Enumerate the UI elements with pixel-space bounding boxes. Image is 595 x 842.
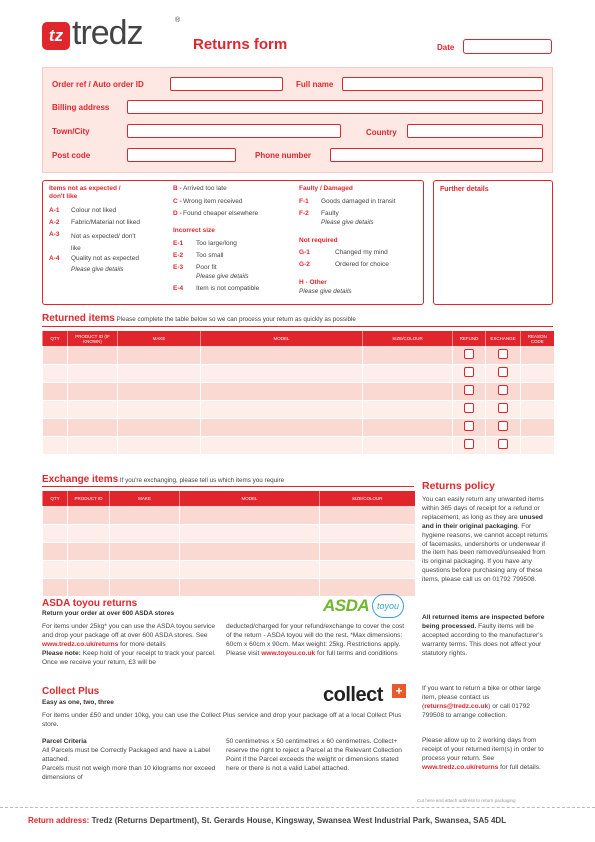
table-cell[interactable] [180, 542, 320, 560]
table-cell[interactable] [43, 578, 68, 596]
returned-items-title: Returned items [42, 313, 115, 324]
table-cell[interactable] [201, 400, 363, 418]
table-cell[interactable] [320, 578, 415, 596]
policy-bold-1: unused and in their original packaging [422, 513, 543, 530]
table-cell[interactable] [453, 364, 486, 382]
reason-a1: Colour not liked [71, 207, 117, 214]
table-cell[interactable] [68, 436, 118, 454]
incorrect-size-heading: Incorrect size [173, 227, 215, 234]
col-reason-code: REASON CODE [521, 331, 554, 346]
exchange-items-subtitle: If you're exchanging, please tell us which items you require [119, 477, 285, 484]
policy-text-5: ) or call 01792 799508 to arrange collection. [422, 702, 530, 719]
table-cell[interactable] [110, 578, 180, 596]
table-cell[interactable] [486, 418, 521, 436]
returns-policy-p1 [422, 496, 550, 585]
country-label: Country [366, 128, 397, 137]
table-cell[interactable] [320, 524, 415, 542]
full-name-field[interactable] [342, 77, 543, 91]
table-cell[interactable] [43, 560, 68, 578]
further-details-box[interactable] [433, 180, 553, 305]
reason-e4: Item is not compatible [196, 285, 260, 292]
table-cell[interactable] [118, 436, 201, 454]
phone-label: Phone number [255, 151, 312, 160]
code-e4: E-4 [173, 285, 184, 292]
criteria-2: Parcels must not weigh more than 10 kilograms nor exceed dimensions of [42, 764, 216, 781]
toyou-link[interactable]: www.toyou.co.uk [261, 649, 316, 657]
table-cell[interactable] [201, 382, 363, 400]
reason-e3: Poor fit [196, 264, 217, 271]
country-field[interactable] [407, 124, 543, 138]
table-cell[interactable] [486, 436, 521, 454]
code-g1: G-1 [299, 249, 310, 256]
table-cell[interactable] [521, 346, 554, 364]
policy-text-6: Please allow up to 2 working days from receipt of your returned item(s) in order to process your return. See [422, 737, 544, 762]
asda-text-2: for more details [118, 640, 166, 648]
collect-plus-logo: collect [323, 684, 383, 706]
table-row [43, 542, 415, 560]
table-cell[interactable] [68, 364, 118, 382]
table-cell[interactable] [68, 400, 118, 418]
table-cell[interactable] [201, 418, 363, 436]
table-cell[interactable] [363, 346, 453, 364]
date-field[interactable] [463, 39, 552, 54]
table-cell[interactable] [43, 524, 68, 542]
other-note: Please give details [299, 288, 352, 295]
table-cell[interactable] [521, 436, 554, 454]
table-cell[interactable] [201, 364, 363, 382]
code-f2: F-2 [299, 210, 309, 217]
table-cell[interactable] [363, 400, 453, 418]
table-cell[interactable] [201, 436, 363, 454]
toyou-logo: toyou [372, 594, 404, 618]
logo-registered: ® [175, 17, 181, 24]
cut-here-note: Cut here and attach address to return packaging [417, 798, 516, 803]
criteria-title: Parcel Criteria [42, 738, 87, 745]
asda-text-4: for full terms and conditions [315, 649, 398, 657]
table-cell[interactable] [68, 382, 118, 400]
returns-email-link[interactable]: returns@tredz.co.uk [424, 702, 489, 710]
table-cell[interactable] [180, 524, 320, 542]
table-cell[interactable] [43, 364, 68, 382]
phone-field[interactable] [330, 148, 543, 162]
logo-text: tredz [72, 14, 143, 52]
table-cell[interactable] [453, 418, 486, 436]
table-cell[interactable] [43, 346, 68, 364]
collect-criteria-col1 [42, 738, 222, 783]
reason-f2-note: Please give details [321, 219, 374, 226]
asda-note: Keep hold of your receipt to track your parcel. Once we receive your return, £3 will be [42, 649, 216, 666]
table-cell[interactable] [43, 542, 68, 560]
order-ref-label: Order ref / Auto order ID [52, 80, 144, 89]
billing-address-field[interactable] [127, 100, 543, 114]
table-cell[interactable] [453, 400, 486, 418]
town-field[interactable] [127, 124, 341, 138]
table-cell[interactable] [43, 382, 68, 400]
table-cell[interactable] [68, 524, 110, 542]
exchange-items-heading [42, 474, 284, 485]
code-c: C - [173, 198, 182, 205]
policy-text-1: You can easily return any unwanted items within 365 days of receipt for a refund or replacement, as long as they are [422, 496, 544, 521]
table-row [43, 400, 554, 418]
postcode-label: Post code [52, 151, 91, 160]
further-details-label: Further details [440, 186, 489, 193]
postcode-field[interactable] [127, 148, 236, 162]
col-size-colour: SIZE/COLOUR [363, 331, 453, 346]
table-cell[interactable] [486, 346, 521, 364]
exchange-items-title: Exchange items [42, 474, 119, 485]
date-label: Date [437, 43, 455, 52]
code-a4: A-4 [49, 255, 60, 262]
col-exchange: EXCHANGE [486, 331, 521, 346]
reason-c: Wrong item received [183, 198, 243, 205]
col-product-id: PRODUCT ID [68, 491, 110, 506]
exchange-checkbox[interactable] [498, 385, 508, 395]
collect-intro: For items under £50 and under 10kg, you can use the Collect Plus service and drop your package off at a local Collect Plus store. [42, 712, 402, 728]
policy-text-2: . For hygiene reasons, we cannot accept returns of facemasks, undershorts or underwear if the item has been removed/unsealed from its original packaging. If you have any questions before purchasing any of these items, please call us on 01792 799508. [422, 522, 548, 584]
asda-logo: ASDA [323, 596, 370, 615]
exchange-checkbox[interactable] [498, 367, 508, 377]
not-as-expected-heading: Items not as expected / don't like [49, 185, 121, 200]
returns-policy-p2 [422, 614, 550, 659]
collect-plus-title: Collect Plus [42, 686, 100, 697]
exchange-checkbox[interactable] [498, 403, 508, 413]
table-cell[interactable] [118, 418, 201, 436]
policy-bold-2: All returned items are inspected before being processed. [422, 614, 545, 630]
table-cell[interactable] [521, 364, 554, 382]
exchange-checkbox[interactable] [498, 349, 508, 359]
table-cell[interactable] [320, 542, 415, 560]
table-cell[interactable] [68, 560, 110, 578]
table-cell[interactable] [118, 364, 201, 382]
reason-a4-note: Please give details [71, 266, 124, 273]
reason-g1: Changed my mind [335, 249, 388, 256]
not-required-heading: Not required [299, 237, 338, 244]
asda-text-1: For items under 25kg* you can use the ASDA toyou service and drop your package off at over 600 ASDA stores. See [42, 623, 215, 639]
col-qty: QTY [43, 331, 68, 346]
reason-e1: Too large/long [196, 240, 237, 247]
code-d: D - [173, 210, 182, 217]
returned-items-heading [42, 313, 356, 324]
table-cell[interactable] [453, 436, 486, 454]
table-cell[interactable] [43, 436, 68, 454]
billing-address-label: Billing address [52, 103, 110, 112]
table-cell[interactable] [118, 382, 201, 400]
returns-page-link[interactable]: www.tredz.co.uk/returns [422, 763, 499, 771]
refund-checkbox[interactable] [464, 367, 474, 377]
refund-checkbox[interactable] [464, 421, 474, 431]
refund-checkbox[interactable] [464, 385, 474, 395]
returns-policy-p3 [422, 685, 550, 721]
code-e2: E-2 [173, 252, 184, 259]
exchange-checkbox[interactable] [498, 421, 508, 431]
code-e3: E-3 [173, 264, 184, 271]
table-row [43, 346, 554, 364]
table-cell[interactable] [180, 578, 320, 596]
collect-criteria-col2: 50 centimetres x 50 centimetres x 60 centimetres. Collect+ reserve the right to reject a Parcel at the Relevant Collection Point if the Parcel exceeds the weight or dimensions stated here or there is not a valid Label attached. [226, 738, 402, 772]
refund-checkbox[interactable] [464, 349, 474, 359]
table-cell[interactable] [110, 560, 180, 578]
table-cell[interactable] [118, 400, 201, 418]
order-ref-field[interactable] [170, 77, 283, 91]
return-address-text: Tredz (Returns Department), St. Gerards House, Kingsway, Swansea West Industrial Park, Swansea, SA5 4DL [89, 816, 507, 825]
table-cell[interactable] [486, 382, 521, 400]
returned-items-subtitle: Please complete the table below so we can process your return as quickly as possible [116, 316, 356, 323]
table-cell[interactable] [201, 346, 363, 364]
table-row [43, 382, 554, 400]
code-a2: A-2 [49, 219, 60, 226]
table-row [43, 578, 415, 596]
table-row [43, 560, 415, 578]
reason-e2: Too small [196, 252, 224, 259]
table-cell[interactable] [453, 382, 486, 400]
reason-a2: Fabric/Material not liked [71, 219, 140, 226]
returned-items-table [42, 331, 554, 455]
table-cell[interactable] [110, 542, 180, 560]
code-a3: A-3 [49, 231, 60, 238]
col-size-colour: SIZE/COLOUR [320, 491, 415, 506]
table-cell[interactable] [68, 542, 110, 560]
asda-title: ASDA toyou returns [42, 598, 138, 609]
code-a1: A-1 [49, 207, 60, 214]
table-cell[interactable] [320, 506, 415, 524]
town-label: Town/City [52, 127, 90, 136]
reason-f2: Faulty [321, 210, 339, 217]
table-cell[interactable] [68, 346, 118, 364]
asda-text-col2 [226, 623, 408, 659]
col-refund: REFUND [453, 331, 486, 346]
table-cell[interactable] [43, 418, 68, 436]
col-model: MODEL [201, 331, 363, 346]
table-cell[interactable] [363, 382, 453, 400]
cut-line [0, 807, 595, 808]
table-cell[interactable] [320, 560, 415, 578]
reason-g2: Ordered for choice [335, 261, 389, 268]
return-address-label: Return address: [28, 816, 90, 825]
faulty-heading: Faulty / Damaged [299, 185, 353, 192]
table-cell[interactable] [180, 506, 320, 524]
policy-text-3: Faulty items will be accepted according to the manufacturer's warranty terms. This does not affect your statutory rights. [422, 622, 543, 657]
returns-policy-title: Returns policy [422, 480, 495, 492]
reason-b: Arrived too late [183, 185, 227, 192]
table-cell[interactable] [43, 506, 68, 524]
table-row [43, 418, 554, 436]
policy-text-7: for full details. [498, 763, 541, 771]
asda-note-label: Please note: [42, 649, 81, 657]
table-cell[interactable] [486, 364, 521, 382]
col-product-id: PRODUCT ID (IF KNOWN) [68, 331, 118, 346]
table-cell[interactable] [110, 506, 180, 524]
code-f1: F-1 [299, 198, 309, 205]
col-make: MAKE [110, 491, 180, 506]
col-make: MAKE [118, 331, 201, 346]
full-name-label: Full name [296, 80, 334, 89]
table-cell[interactable] [68, 418, 118, 436]
table-cell[interactable] [521, 382, 554, 400]
asda-subtitle: Return your order at over 600 ASDA stores [42, 610, 175, 617]
refund-checkbox[interactable] [464, 439, 474, 449]
table-cell[interactable] [43, 400, 68, 418]
exchange-checkbox[interactable] [498, 439, 508, 449]
asda-text-3: deducted/charged for your refund/exchange to cover the cost of the return - ASDA toyou will do the rest. *Max dimensions: 60cm x 60cm x 90cm. Max weight: 25kg. Restrictions apply. Please visit [226, 623, 405, 657]
table-cell[interactable] [180, 560, 320, 578]
reason-a3: Not as expected/ don't like [71, 233, 136, 252]
table-cell[interactable] [486, 400, 521, 418]
table-cell[interactable] [521, 418, 554, 436]
col-model: MODEL [180, 491, 320, 506]
page-title: Returns form [193, 36, 288, 53]
table-cell[interactable] [118, 346, 201, 364]
collect-plus-icon: + [392, 684, 406, 698]
table-cell[interactable] [68, 578, 110, 596]
refund-checkbox[interactable] [464, 403, 474, 413]
returns-policy-p4 [422, 737, 550, 773]
table-cell[interactable] [363, 436, 453, 454]
table-row [43, 364, 554, 382]
table-row [43, 506, 415, 524]
code-g2: G-2 [299, 261, 310, 268]
table-cell[interactable] [363, 418, 453, 436]
table-row [43, 524, 415, 542]
table-cell[interactable] [363, 364, 453, 382]
logo-mark: tz [42, 22, 70, 50]
table-cell[interactable] [110, 524, 180, 542]
return-address [28, 816, 506, 825]
reason-e3-note: Please give details [196, 273, 249, 280]
table-row [43, 436, 554, 454]
collect-plus-subtitle: Easy as one, two, three [42, 699, 114, 706]
asda-text-col1 [42, 623, 222, 668]
other-heading: H - Other [299, 279, 327, 286]
table-cell[interactable] [521, 400, 554, 418]
code-b: B - [173, 185, 182, 192]
divider [42, 326, 553, 327]
col-qty: QTY [43, 491, 68, 506]
criteria-1: All Parcels must be Correctly Packaged and have a Label attached. [42, 746, 211, 763]
asda-returns-link[interactable]: www.tredz.co.uk/returns [42, 640, 119, 648]
divider [42, 486, 414, 487]
table-cell[interactable] [453, 346, 486, 364]
policy-text-4: If you want to return a bike or other large item, please contact us ( [422, 685, 541, 710]
code-e1: E-1 [173, 240, 184, 247]
reason-f1: Goods damaged in transit [321, 198, 396, 205]
table-cell[interactable] [68, 506, 110, 524]
exchange-items-table [42, 491, 415, 597]
reason-d: Found cheaper elsewhere [183, 210, 259, 217]
reason-a4: Quality not as expected [71, 255, 139, 262]
